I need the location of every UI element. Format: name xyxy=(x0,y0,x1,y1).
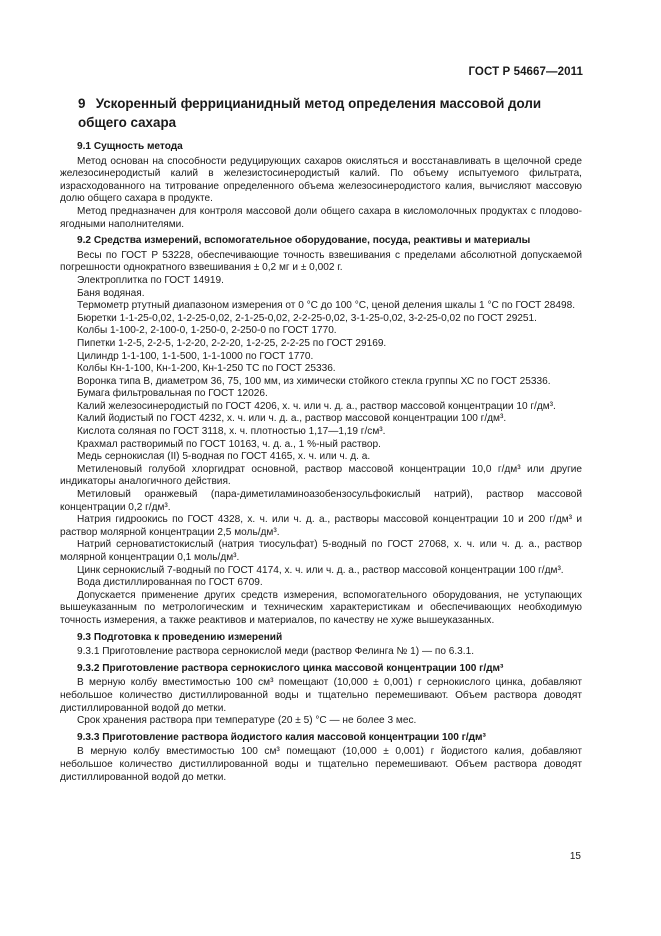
paragraph: Весы по ГОСТ Р 53228, обеспечивающие точность взвешивания с пределами абсолютной допускаемой погрешности однократного взвешивания ± 0,2 мг и ± 0,002 г. xyxy=(60,249,582,274)
paragraph: Воронка типа В, диаметром 36, 75, 100 мм, из химически стойкого стекла группы ХС по ГОСТ 25336. xyxy=(77,375,551,387)
paragraph: Бюретки 1-1-25-0,02, 1-2-25-0,02, 2-1-25-0,02, 2-2-25-0,02, 3-1-25-0,02, 3-2-25-0,02 по ГОСТ 29251. xyxy=(77,312,537,324)
document-body xyxy=(60,141,582,784)
paragraph: Срок хранения раствора при температуре (20 ± 5) °С — не более 3 мес. xyxy=(77,715,417,727)
paragraph: Калий йодистый по ГОСТ 4232, х. ч. или ч. д. а., раствор массовой концентрации 100 г/дм³. xyxy=(77,413,507,425)
paragraph: Крахмал растворимый по ГОСТ 10163, ч. д. а., 1 %-ный раствор. xyxy=(77,438,381,450)
paragraph: Колбы Кн-1-100, Кн-1-200, Кн-1-250 ТС по ГОСТ 25336. xyxy=(77,363,336,375)
paragraph: Допускается применение других средств измерения, вспомогательного оборудования, не уступающих вышеуказанным по метрологическим и техническим характеристикам и обеспечивающих необходимую точность измерения, а также реактивов и материалов, по качеству не хуже вышеуказанных. xyxy=(60,589,582,626)
standard-header: ГОСТ Р 54667—2011 xyxy=(468,66,583,78)
paragraph: Медь сернокислая (II) 5-водная по ГОСТ 4165, х. ч. или ч. д. а. xyxy=(77,451,371,463)
paragraph: Бумага фильтровальная по ГОСТ 12026. xyxy=(77,388,268,400)
paragraph: 9.3.1 Приготовление раствора сернокислой меди (раствор Фелинга № 1) — по 6.3.1. xyxy=(77,646,474,658)
paragraph: Метиловый оранжевый (пара-диметиламиноазобензосульфокислый натрий), раствор массовой концентрации 0,2 г/дм³. xyxy=(60,489,582,513)
subsection-heading: 9.3 Подготовка к проведению измерений xyxy=(77,631,283,643)
subsection-heading: 9.3.3 Приготовление раствора йодистого калия массовой концентрации 100 г/дм³ xyxy=(77,731,486,743)
paragraph: Термометр ртутный диапазоном измерения от 0 °С до 100 °С, ценой деления шкалы 1 °С по ГОСТ 28498. xyxy=(77,300,576,312)
paragraph: Колбы 1-100-2, 2-100-0, 1-250-0, 2-250-0 по ГОСТ 1770. xyxy=(77,325,337,337)
subsection-heading: 9.2 Средства измерений, вспомогательное оборудование, посуда, реактивы и материалы xyxy=(77,235,531,247)
paragraph: Метод предназначен для контроля массовой доли общего сахара в кисломолочных продуктах с плодово-ягодными наполнителями. xyxy=(60,205,582,230)
section-title xyxy=(78,94,578,132)
subsection-heading: 9.1 Сущность метода xyxy=(77,141,183,152)
paragraph: В мерную колбу вместимостью 100 см³ помещают (10,000 ± 0,001) г сернокислого цинка, добавляют небольшое количество дистиллированной воды и тщательно перемешивают. Объем раствора доводят дистиллированной водой до метки. xyxy=(60,677,582,714)
subsection-heading: 9.3.2 Приготовление раствора сернокислого цинка массовой концентрации 100 г/дм³ xyxy=(77,662,504,674)
paragraph: Цилиндр 1-1-100, 1-1-500, 1-1-1000 по ГОСТ 1770. xyxy=(77,350,314,362)
paragraph: Натрия гидроокись по ГОСТ 4328, х. ч. или ч. д. а., растворы массовой концентрации 10 и 200 г/дм³ и раствор молярной концентрации 2,5 моль/дм³. xyxy=(60,514,582,538)
paragraph: Кислота соляная по ГОСТ 3118, х. ч. плотностью 1,17—1,19 г/см³. xyxy=(77,426,386,438)
paragraph: Вода дистиллированная по ГОСТ 6709. xyxy=(77,577,263,589)
paragraph: Цинк сернокислый 7-водный по ГОСТ 4174, х. ч. или ч. д. а., раствор массовой концентрации 100 г/дм³. xyxy=(77,564,564,576)
paragraph: Метиленовый голубой хлоргидрат основной, раствор массовой концентрации 10,0 г/дм³ или другие индикаторы аналогичного действия. xyxy=(60,463,582,488)
paragraph: В мерную колбу вместимостью 100 см³ помещают (10,000 ± 0,001) г йодистого калия, добавляют небольшое количество дистиллированной воды и тщательно перемешивают. Объем раствора доводят дистиллированной водой до метки. xyxy=(60,746,582,783)
paragraph: Метод основан на способности редуцирующих сахаров окисляться и восстанавливать в щелочной среде железосинеродистый калий в железистосинеродистый калий. По объему испытуемого фильтрата, израсходованного на титрование определенного объема железосинеродистого калия, вычисляют массовую долю общего сахара в продукте. xyxy=(60,155,582,205)
section-title-text: Ускоренный феррицианидный метод определения массовой доли общего сахара xyxy=(78,96,542,130)
paragraph: Калий железосинеродистый по ГОСТ 4206, х. ч. или ч. д. а., раствор массовой концентрации 10 г/дм³. xyxy=(77,400,556,412)
page-number: 15 xyxy=(569,851,581,862)
paragraph: Электроплитка по ГОСТ 14919. xyxy=(77,274,224,286)
paragraph: Пипетки 1-2-5, 2-2-5, 1-2-20, 2-2-20, 1-2-25, 2-2-25 по ГОСТ 29169. xyxy=(77,337,387,349)
paragraph: Баня водяная. xyxy=(77,287,145,299)
paragraph: Натрий серноватистокислый (натрия тиосульфат) 5-водный по ГОСТ 27068, х. ч. или ч. д. а., раствор молярной концентрации 0,1 моль/дм³. xyxy=(60,539,582,563)
section-number: 9 xyxy=(78,96,86,111)
